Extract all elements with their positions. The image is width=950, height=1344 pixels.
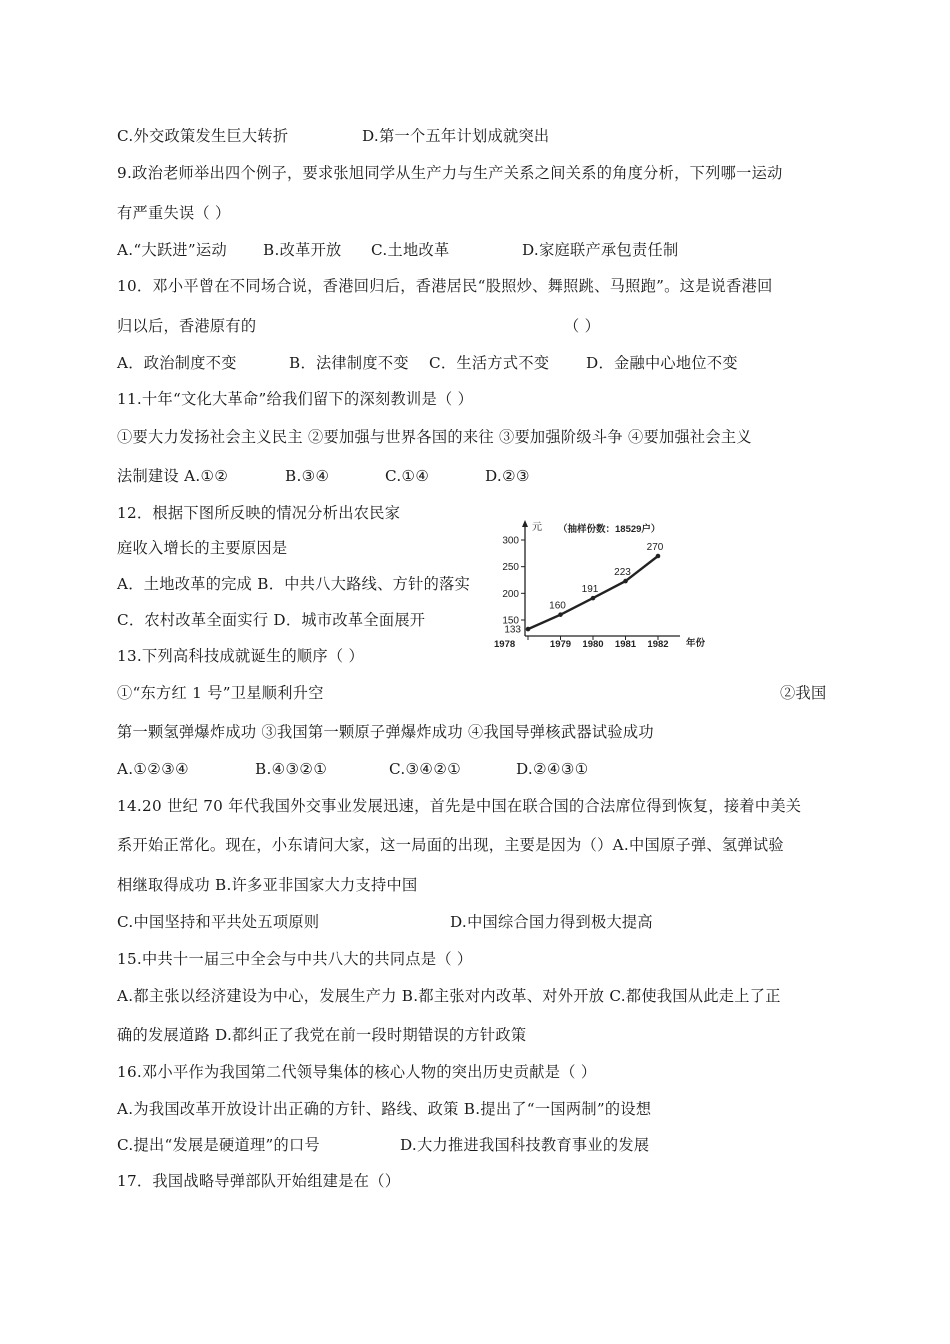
q9-option-a: A.“大跃进”运动 [117,241,227,259]
q9-option-b: B.改革开放 [263,241,342,259]
q13-option-b: B.④③②① [255,760,328,778]
q12-options-cd: C．农村改革全面实行 D．城市改革全面展开 [117,611,426,629]
q12-stem-line2: 庭收入增长的主要原因是 [117,539,288,557]
q13-item2-start: ②我国 [780,684,827,702]
q10-option-c: C．生活方式不变 [429,354,550,372]
q9-stem-line1: 9.政治老师举出四个例子，要求张旭同学从生产力与生产关系之间关系的角度分析，下列哪一运动 [117,164,783,182]
chart-title: （抽样份数：18529户） [558,524,661,535]
q14-option-d: D.中国综合国力得到极大提高 [450,913,653,931]
data-label: 160 [549,600,566,612]
q11-options [117,466,530,486]
data-label: 191 [581,584,599,596]
income-line-chart [492,518,714,652]
q14-stem-line1: 14.20 世纪 70 年代我国外交事业发展迅速，首先是中国在联合国的合法席位得到恢复，接着中美关 [117,797,802,815]
x-tick-label: 1981 [614,639,637,650]
q10-option-d: D．金融中心地位不变 [586,354,738,372]
q10-stem-line2 [117,316,600,336]
data-label: 223 [614,567,631,579]
q8-option-d: D.第一个五年计划成就突出 [362,127,550,145]
data-point [526,627,531,632]
y-axis-label: 元 [532,522,542,533]
q11-option-b: B.③④ [285,467,330,485]
x-tick-label: 1979 [549,639,572,650]
data-point [591,596,596,601]
q11-option-d: D.②③ [485,467,530,485]
q9-options [117,240,678,260]
q13-option-a: A.①②③④ [117,760,190,778]
y-axis [522,520,528,636]
x-tick-label: 1980 [582,639,604,650]
data-point [656,554,661,559]
q9-option-d: D.家庭联产承包责任制 [522,241,679,259]
q14-option-c: C.中国坚持和平共处五项原则 [117,913,320,931]
q13-option-c: C.③④②① [389,760,462,778]
q16-options-line2 [117,1135,649,1155]
q14-stem-line3: 相继取得成功 B.许多亚非国家大力支持中国 [117,876,418,894]
data-point [558,612,563,617]
q11-stem: 11.十年“文化大革命”给我们留下的深刻教训是（ ） [117,390,474,408]
q13-options [117,759,589,779]
q10-option-b: B．法律制度不变 [289,354,409,372]
x-tick-label: 1978 [494,639,516,650]
q9-stem-line2: 有严重失误（ ） [117,204,231,222]
q15-options-line1: A.都主张以经济建设为中心，发展生产力 B.都主张对内改革、对外开放 C.都使我国从此走上了正 [117,987,781,1005]
q13-items: 第一颗氢弹爆炸成功 ③我国第一颗原子弹爆炸成功 ④我国导弹核武器试验成功 [117,723,654,741]
q10-stem-line1: 10．邓小平曾在不同场合说，香港回归后，香港居民“股照炒、舞照跳、马照跑”。这是说香港回 [117,277,773,295]
q15-options-line2: 确的发展道路 D.都纠正了我党在前一段时期错误的方针政策 [117,1026,527,1044]
q9-option-c: C.土地改革 [371,241,450,259]
q8-option-c: C.外交政策发生巨大转折 [117,127,289,145]
q12-stem-line1: 12．根据下图所反映的情况分析出农民家 [117,504,401,522]
q14-stem-line2: 系开始正常化。现在，小东请问大家，这一局面的出现，主要是因为（）A.中国原子弹、氢弹试验 [117,836,784,854]
y-tick-label: 150 [502,615,519,627]
q11-option-a: 法制建设 A.①② [117,467,229,485]
q14-options [117,912,653,932]
q8-options [117,126,549,146]
y-ticks [502,536,525,627]
data-point [623,579,628,584]
y-tick-label: 250 [502,562,519,574]
x-axis-label: 年份 [686,638,706,649]
data-label: 133 [504,624,521,636]
q11-items: ①要大力发扬社会主义民主 ②要加强与世界各国的来往 ③要加强阶级斗争 ④要加强社会主义 [117,428,752,446]
q13-item1: ①“东方红 1 号”卫星顺利升空 [117,684,324,702]
x-tick-label: 1982 [647,639,669,650]
q10-answer-blank: （ ） [564,317,601,335]
q10-stem-text: 归以后，香港原有的 [117,317,257,335]
q16-stem: 16.邓小平作为我国第二代领导集体的核心人物的突出历史贡献是（ ） [117,1063,597,1081]
q10-options [117,353,738,373]
q13-option-d: D.②④③① [516,760,589,778]
y-tick-label: 300 [502,535,519,547]
q11-option-c: C.①④ [385,467,430,485]
q16-option-d: D.大力推进我国科技教育事业的发展 [400,1136,650,1154]
q10-option-a: A．政治制度不变 [117,354,237,372]
q15-stem: 15.中共十一届三中全会与中共八大的共同点是（ ） [117,950,473,968]
x-ticks [494,636,669,650]
y-tick-label: 200 [502,588,519,600]
q17-stem: 17．我国战略导弹部队开始组建是在（） [117,1172,401,1190]
q16-option-c: C.提出“发展是硬道理”的口号 [117,1136,320,1154]
q16-options-line1: A.为我国改革开放设计出正确的方针、路线、政策 B.提出了“一国两制”的设想 [117,1100,652,1118]
q12-options-ab: A．土地改革的完成 B．中共八大路线、方针的落实 [117,575,471,593]
data-label: 270 [646,542,664,553]
q13-stem: 13.下列高科技成就诞生的顺序（ ） [117,647,365,665]
data-points [504,542,663,636]
